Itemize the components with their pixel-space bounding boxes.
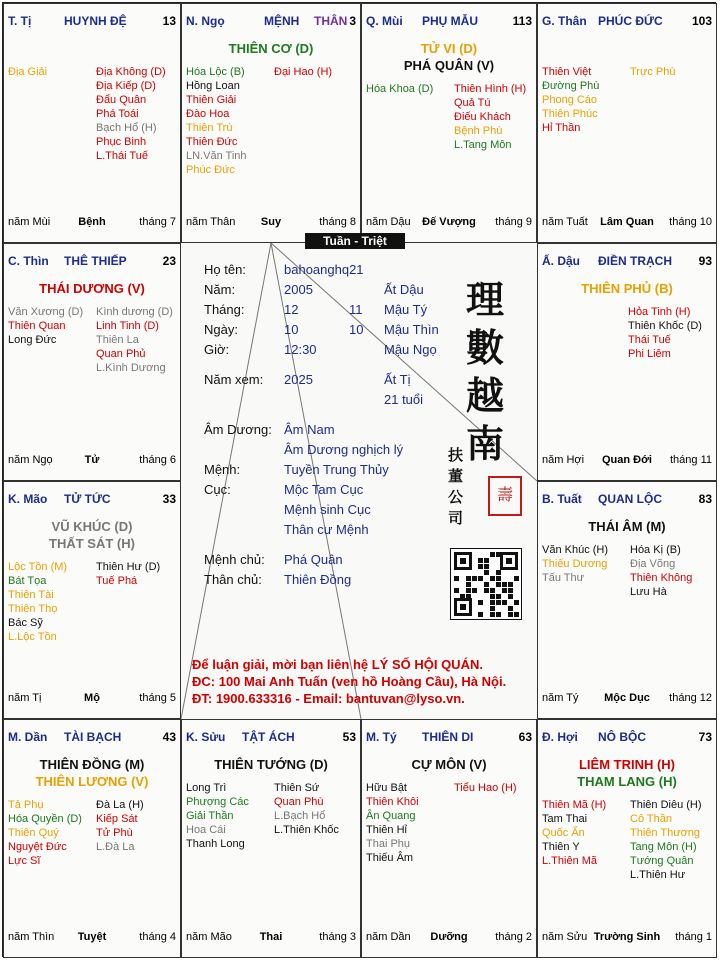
palace-stage: Lâm Quan <box>600 216 654 228</box>
red-seal-icon: 壽 <box>488 476 522 516</box>
minor-star: Hóa Lộc (B) <box>186 66 245 78</box>
year-stem: Ất Dậu <box>384 282 424 297</box>
life-lord-value: Phá Quân <box>284 552 343 567</box>
minor-star: Long Trì <box>186 782 227 794</box>
main-star: VŨ KHÚC (D) <box>51 519 133 534</box>
main-stars <box>182 40 360 57</box>
minor-star: L.Thiên Khốc <box>274 824 339 836</box>
palace-header <box>366 14 532 30</box>
palace-month: tháng 1 <box>675 931 712 943</box>
day-stem: Mậu Thìn <box>384 322 439 337</box>
palace-header <box>366 730 532 746</box>
main-star: PHÁ QUÂN (V) <box>403 58 495 73</box>
minor-star: Đào Hoa <box>186 108 230 120</box>
palace-month: tháng 8 <box>319 216 356 228</box>
minor-star: Thai Phụ <box>366 838 411 850</box>
minor-star: Lộc Tồn (M) <box>8 561 68 573</box>
main-stars <box>538 518 716 535</box>
palace-footer <box>366 931 532 945</box>
palace-header <box>8 730 176 746</box>
palace-stage: Bệnh <box>78 216 106 228</box>
minor-star: Ân Quang <box>366 810 416 822</box>
palace-branch: T. Tị <box>8 14 32 28</box>
minor-star: Địa Không (D) <box>96 66 166 78</box>
palace-ngo[interactable] <box>181 3 361 243</box>
palace-name: THÊ THIẾP <box>64 254 127 268</box>
view-year-stem: Ất Tị <box>384 372 411 387</box>
palace-stage: Trường Sinh <box>593 931 661 943</box>
stars-left <box>8 305 83 347</box>
minor-star: Hóa Khoa (D) <box>366 83 434 95</box>
minor-star: Hỏa Tinh (H) <box>628 306 691 318</box>
stars-right <box>96 65 166 163</box>
stars-right <box>96 798 144 854</box>
palace-footer <box>366 216 532 230</box>
main-star: LIÊM TRINH (H) <box>578 757 676 772</box>
palace-month: tháng 4 <box>139 931 176 943</box>
view-year-value: 2025 <box>284 372 313 387</box>
stars-left <box>542 543 608 585</box>
minor-star: Quan Phù <box>274 796 324 808</box>
palace-year: năm Ngọ <box>8 454 53 466</box>
palace-tuat[interactable] <box>537 481 717 719</box>
palace-number: 103 <box>691 14 712 28</box>
minor-star: Địa Võng <box>630 558 676 570</box>
minor-star: Thiên Quý <box>8 827 59 839</box>
palace-suu[interactable] <box>181 719 361 958</box>
minor-star: Thiên Hình (H) <box>454 83 527 95</box>
contact-line-2: ĐC: 100 Mai Anh Tuấn (ven hồ Hoàng Cầu), Hà Nội. <box>192 674 507 689</box>
palace-name: QUAN LỘC <box>598 492 662 506</box>
stars-left <box>542 798 606 868</box>
body-lord-value: Thiên Đồng <box>284 572 352 587</box>
palace-branch: C. Thìn <box>8 254 49 268</box>
month-stem: Mậu Tý <box>384 302 428 317</box>
birth-info <box>204 260 439 590</box>
minor-star: Thiếu Âm <box>366 852 414 864</box>
month-label: Tháng: <box>204 302 245 317</box>
minor-star: Đường Phù <box>542 80 600 92</box>
main-stars <box>4 280 180 297</box>
palace-branch: M. Tý <box>366 730 397 744</box>
main-star: TỬ VI (D) <box>420 41 478 56</box>
palace-year: năm Dần <box>366 931 411 943</box>
minor-star: Thiên Diêu (H) <box>630 799 702 811</box>
day-value: 10 <box>284 322 299 337</box>
palace-footer <box>542 454 712 468</box>
minor-star: L.Thiên Hư <box>630 869 686 881</box>
minor-star: L.Thái Tuế <box>96 150 148 162</box>
minor-star: Hóa Quyền (D) <box>8 813 82 825</box>
stars-right <box>274 781 339 837</box>
palace-footer <box>8 931 176 945</box>
palace-stage: Mộc Dục <box>604 692 650 704</box>
main-stars <box>362 756 536 773</box>
minor-star: Phúc Đức <box>186 164 235 176</box>
minor-star: Tam Thai <box>542 813 588 825</box>
stars-left <box>542 65 599 135</box>
palace-than[interactable] <box>537 3 717 243</box>
minor-star: Thiên Sứ <box>274 782 320 794</box>
yin-yang-note: Âm Dương nghịch lý <box>284 442 404 457</box>
body-lord-label: Thân chủ: <box>204 572 262 587</box>
minor-star: Bệnh Phù <box>454 125 503 137</box>
palace-month: tháng 5 <box>139 692 176 704</box>
calligraphy-title: 理數越南 <box>466 277 505 466</box>
palace-year: năm Tị <box>8 692 42 704</box>
palace-branch: M. Dần <box>8 730 48 744</box>
stars-right <box>454 82 526 152</box>
day-label: Ngày: <box>204 322 238 337</box>
stars-right <box>96 305 173 375</box>
palace-header <box>8 492 176 508</box>
hour-value: 12:30 <box>284 342 317 357</box>
palace-year: năm Hợi <box>542 454 585 466</box>
palace-year: năm Mùi <box>8 216 51 228</box>
main-star: THIÊN ĐỒNG (M) <box>39 757 145 772</box>
palace-year: năm Mão <box>186 931 232 943</box>
cuc-note-1: Mệnh sinh Cục <box>284 502 371 517</box>
palace-number: 73 <box>698 730 712 744</box>
minor-star: Tuế Phá <box>96 575 138 587</box>
minor-star: L.Tang Môn <box>454 139 512 151</box>
hour-stem: Mậu Ngọ <box>384 342 437 357</box>
palace-year: năm Sửu <box>542 931 588 943</box>
palace-branch: B. Tuất <box>542 492 582 506</box>
contact-info <box>192 656 506 707</box>
minor-star: Thiên Hỉ <box>366 824 407 836</box>
cuc-label: Cục: <box>204 482 231 497</box>
minor-star: Thái Tuế <box>628 334 671 346</box>
minor-star: L.Lộc Tồn <box>8 631 57 643</box>
palace-header <box>8 14 176 30</box>
stars-left <box>186 65 247 177</box>
minor-star: L.Đà La <box>96 841 135 853</box>
minor-star: Phá Toái <box>96 108 139 120</box>
palace-name: TẬT ÁCH <box>242 730 295 744</box>
hour-label: Giờ: <box>204 342 230 357</box>
palace-name: ĐIỀN TRẠCH <box>598 254 672 268</box>
palace-thin[interactable] <box>3 243 181 481</box>
minor-star: Kiếp Sát <box>96 813 138 825</box>
stars-right <box>454 781 517 795</box>
palace-mao[interactable] <box>3 481 181 719</box>
minor-star: Địa Kiếp (D) <box>96 80 156 92</box>
main-stars <box>362 40 536 74</box>
palace-number: 93 <box>698 254 712 268</box>
main-stars <box>4 518 180 552</box>
minor-star: Thiên Quan <box>8 320 66 332</box>
palace-stage: Tử <box>84 454 100 466</box>
minor-star: Thiên Tài <box>8 589 54 601</box>
palace-header <box>542 254 712 270</box>
minor-star: Thiên Không <box>630 572 693 584</box>
palace-branch: K. Mão <box>8 492 48 506</box>
minor-star: Hóa Kị (B) <box>630 544 681 556</box>
main-star: THIÊN TƯỚNG (D) <box>214 757 328 772</box>
palace-stage: Quan Đới <box>602 454 652 466</box>
qr-code-icon[interactable] <box>450 548 522 620</box>
minor-star: Hồng Loan <box>186 80 240 92</box>
center-info-panel <box>180 240 536 716</box>
name-label: Họ tên: <box>204 262 246 277</box>
stars-left <box>8 65 47 79</box>
minor-star: Trực Phù <box>630 66 676 78</box>
minor-star: Tướng Quân <box>630 855 694 867</box>
stars-left <box>8 560 67 644</box>
palace-ty[interactable] <box>361 719 537 958</box>
stars-right <box>628 305 702 361</box>
minor-star: Bác Sỹ <box>8 617 43 629</box>
main-star: THẤT SÁT (H) <box>49 536 135 551</box>
palace-year: năm Dậu <box>366 216 411 228</box>
main-stars <box>182 756 360 773</box>
palace-stage: Mộ <box>84 692 100 704</box>
main-star: THAM LANG (H) <box>577 774 677 789</box>
palace-year: năm Tuất <box>542 216 588 228</box>
minor-star: Hữu Bật <box>366 782 407 794</box>
palace-month: tháng 12 <box>669 692 712 704</box>
minor-star: Đẩu Quân <box>96 94 147 106</box>
palace-footer <box>542 931 712 945</box>
minor-star: Thiên Việt <box>542 66 592 78</box>
palace-header <box>542 14 712 30</box>
palace-number: 113 <box>512 14 532 28</box>
minor-star: Văn Xương (D) <box>8 306 84 318</box>
minor-star: Phong Cáo <box>542 94 598 106</box>
contact-line-3[interactable]: ĐT: 1900.633316 - Email: bantuvan@lyso.vn. <box>192 691 465 706</box>
minor-star: Lưu Hà <box>630 586 667 598</box>
palace-hoi[interactable] <box>537 719 717 958</box>
minor-star: Bạch Hổ (H) <box>96 122 157 134</box>
minor-star: L.Bạch Hổ <box>274 810 326 822</box>
palace-number: 83 <box>698 492 712 506</box>
palace-stage: Dưỡng <box>430 931 468 943</box>
yin-yang-value: Âm Nam <box>284 422 335 437</box>
minor-star: Kình dương (D) <box>96 306 173 318</box>
minor-star: Hoa Cái <box>186 824 226 836</box>
contact-line-1: Để luận giải, mời bạn liên hệ LÝ SỐ HỘI QUÁN. <box>192 657 483 672</box>
palace-stage: Tuyệt <box>77 931 107 943</box>
palace-header <box>8 254 176 270</box>
palace-footer <box>186 931 356 945</box>
minor-star: Tang Môn (H) <box>630 841 697 853</box>
main-stars <box>538 756 716 790</box>
element-label: Mệnh: <box>204 462 241 477</box>
minor-star: Thiên Đức <box>186 136 238 148</box>
palace-number: 23 <box>162 254 176 268</box>
palace-name: PHÚC ĐỨC <box>598 14 663 28</box>
minor-star: Cô Thần <box>630 813 672 825</box>
minor-star: Tiểu Hao (H) <box>454 782 517 794</box>
palace-branch: K. Sửu <box>186 730 226 744</box>
palace-month: tháng 3 <box>319 931 356 943</box>
minor-star: L.Thiên Mã <box>542 855 598 867</box>
minor-star: Tả Phụ <box>8 799 44 811</box>
palace-branch: Đ. Hợi <box>542 730 578 744</box>
palace-header <box>542 730 712 746</box>
minor-star: Thiên Phúc <box>542 108 598 120</box>
main-star: THIÊN PHỦ (B) <box>581 281 673 296</box>
palace-month: tháng 10 <box>669 216 712 228</box>
minor-star: Tử Phù <box>96 827 133 839</box>
main-star: THIÊN CƠ (D) <box>228 41 314 56</box>
palace-footer <box>8 454 176 468</box>
age-value: 21 tuổi <box>384 392 424 407</box>
lunar-day: 10 <box>349 322 364 337</box>
minor-star: Thiếu Dương <box>542 558 608 570</box>
palace-dau[interactable] <box>537 243 717 481</box>
name-value: bahoanghq21 <box>284 262 364 277</box>
palace-year: năm Tý <box>542 692 579 704</box>
palace-year: năm Thân <box>186 216 236 228</box>
palace-month: tháng 11 <box>669 454 712 466</box>
minor-star: Giải Thần <box>186 810 234 822</box>
minor-star: Thiên Trù <box>186 122 233 134</box>
cuc-note-2: Thân cư Mệnh <box>284 522 369 537</box>
main-star: CỰ MÔN (V) <box>411 757 487 772</box>
palace-footer <box>542 692 712 706</box>
palace-number: 53 <box>342 730 356 744</box>
minor-star: Long Đức <box>8 334 57 346</box>
stars-left <box>186 781 249 851</box>
stars-right <box>274 65 332 79</box>
palace-footer <box>542 216 712 230</box>
minor-star: Thiên Hư (D) <box>96 561 161 573</box>
minor-star: Thiên Y <box>542 841 580 853</box>
palace-month: tháng 9 <box>495 216 532 228</box>
minor-star: Thiên Thọ <box>8 603 58 615</box>
minor-star: Thiên Mã (H) <box>542 799 607 811</box>
main-star: THÁI ÂM (M) <box>588 519 666 534</box>
stars-right <box>630 543 692 599</box>
stars-left <box>366 781 419 865</box>
stars-right <box>96 560 160 588</box>
main-stars <box>538 280 716 297</box>
minor-star: Quả Tú <box>454 97 491 109</box>
stars-right <box>630 65 675 79</box>
palace-header <box>542 492 712 508</box>
minor-star: L.Kình Dương <box>96 362 166 374</box>
minor-star: Tấu Thư <box>542 572 585 584</box>
minor-star: Phượng Các <box>186 796 249 808</box>
palace-name: MỆNH <box>264 14 300 28</box>
palace-header <box>186 14 356 30</box>
minor-star: Phục Binh <box>96 136 147 148</box>
minor-star: Lực Sĩ <box>8 855 41 867</box>
minor-star: Nguyệt Đức <box>8 841 67 853</box>
minor-star: Thiên Khốc (D) <box>628 320 702 332</box>
lunar-month: 11 <box>349 302 363 317</box>
palace-stage: Đế Vượng <box>422 216 476 228</box>
palace-footer <box>186 216 356 230</box>
minor-star: Phi Liêm <box>628 348 671 360</box>
stars-left <box>366 82 433 96</box>
palace-branch: Q. Mùi <box>366 14 403 28</box>
palace-name: PHỤ MẪU <box>422 14 478 28</box>
palace-year: năm Thìn <box>8 931 55 943</box>
year-value: 2005 <box>284 282 313 297</box>
tuan-triet-badge: Tuần - Triệt <box>305 233 405 249</box>
palace-footer <box>8 216 176 230</box>
life-lord-label: Mệnh chủ: <box>204 552 265 567</box>
palace-mui[interactable] <box>361 3 537 243</box>
palace-number: 3 <box>349 14 356 28</box>
palace-name: TỬ TỨC <box>64 492 111 506</box>
view-year-label: Năm xem: <box>204 372 264 387</box>
palace-body-marker: THÂN <box>314 14 348 28</box>
main-stars <box>4 756 180 790</box>
palace-name: THIÊN DI <box>422 730 474 744</box>
palace-number: 33 <box>162 492 176 506</box>
cuc-value: Mộc Tam Cục <box>284 482 364 497</box>
minor-star: Điếu Khách <box>454 111 511 123</box>
minor-star: Địa Giải <box>8 66 48 78</box>
minor-star: Quốc Ấn <box>542 827 585 839</box>
palace-number: 13 <box>162 14 176 28</box>
minor-star: Đại Hao (H) <box>274 66 333 78</box>
year-label: Năm: <box>204 282 236 297</box>
stars-left <box>8 798 82 868</box>
minor-star: Thiên Thương <box>630 827 701 839</box>
palace-month: tháng 7 <box>139 216 176 228</box>
minor-star: Bát Tọa <box>8 575 47 587</box>
minor-star: Văn Khúc (H) <box>542 544 609 556</box>
minor-star: Hỉ Thần <box>542 122 581 134</box>
palace-ti[interactable] <box>3 3 181 243</box>
palace-branch: G. Thân <box>542 14 587 28</box>
element-value: Tuyền Trung Thủy <box>284 462 389 477</box>
palace-name: NÔ BỘC <box>598 730 646 744</box>
palace-header <box>186 730 356 746</box>
palace-stage: Thai <box>259 931 283 943</box>
minor-star: Thiên Giải <box>186 94 237 106</box>
palace-footer <box>8 692 176 706</box>
palace-branch: N. Ngọ <box>186 14 225 28</box>
palace-name: HUYNH ĐỆ <box>64 14 127 28</box>
minor-star: LN.Văn Tinh <box>186 150 247 162</box>
main-star: THÁI DƯƠNG (V) <box>39 281 145 296</box>
minor-star: Thanh Long <box>186 838 245 850</box>
palace-dan[interactable] <box>3 719 181 958</box>
minor-star: Quan Phủ <box>96 348 146 360</box>
palace-month: tháng 2 <box>495 931 532 943</box>
month-value: 12 <box>284 302 299 317</box>
minor-star: Đà La (H) <box>96 799 144 811</box>
main-star: THIÊN LƯƠNG (V) <box>35 774 149 789</box>
palace-name: TÀI BẠCH <box>64 730 122 744</box>
palace-month: tháng 6 <box>139 454 176 466</box>
yin-yang-label: Âm Dương: <box>204 422 272 437</box>
minor-star: Thiên La <box>96 334 139 346</box>
palace-stage: Suy <box>260 216 282 228</box>
minor-star: Linh Tinh (D) <box>96 320 159 332</box>
palace-number: 43 <box>162 730 176 744</box>
palace-branch: Ấ. Dậu <box>542 254 581 268</box>
minor-star: Thiên Khôi <box>366 796 419 808</box>
palace-number: 63 <box>518 730 532 744</box>
calligraphy-sub: 扶 董 公 司 <box>448 446 464 527</box>
stars-right <box>630 798 702 882</box>
